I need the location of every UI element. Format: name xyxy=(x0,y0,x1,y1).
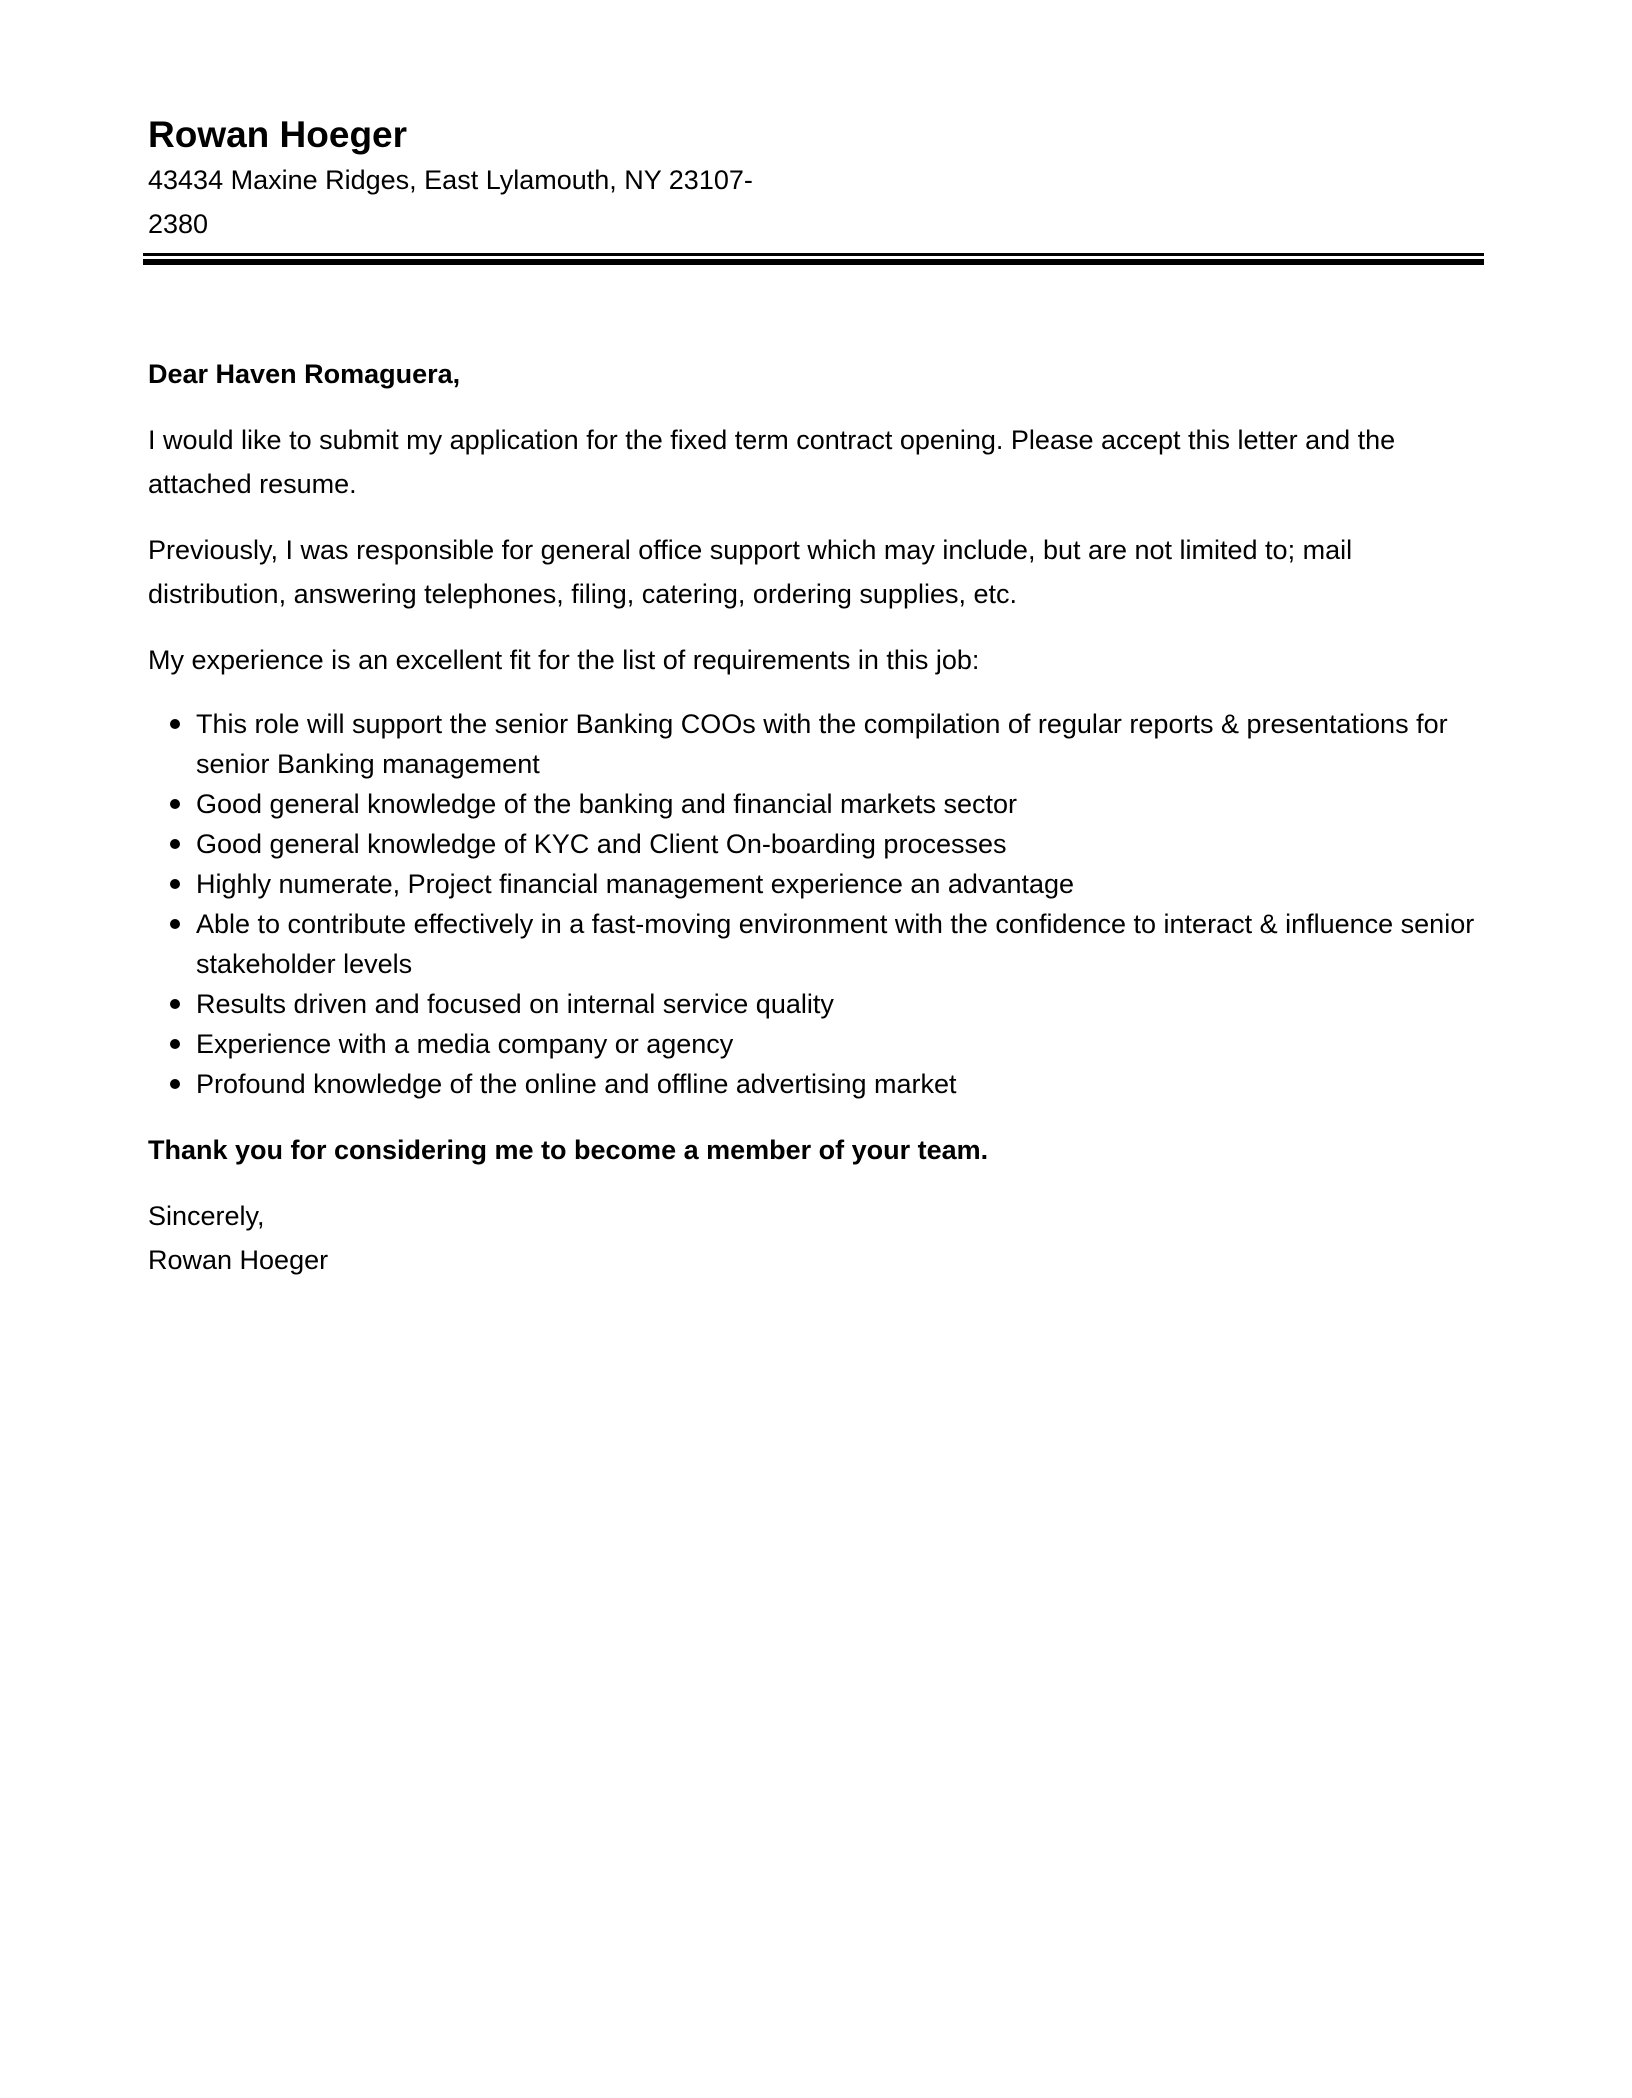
list-item-text: Good general knowledge of the banking and financial markets sector xyxy=(196,789,1018,819)
list-item-text: Highly numerate, Project financial management experience an advantage xyxy=(196,869,1075,899)
bullet-icon xyxy=(170,879,180,889)
list-item xyxy=(148,1064,1488,1104)
signature-name: Rowan Hoeger xyxy=(148,1245,329,1275)
list-item-text: Experience with a media company or agency xyxy=(196,1029,734,1059)
address-line-1: 43434 Maxine Ridges, East Lylamouth, NY 23107- xyxy=(148,165,753,195)
list-item xyxy=(148,984,1488,1024)
salutation: Dear Haven Romaguera, xyxy=(148,359,461,389)
letter-header xyxy=(148,112,1484,246)
list-item xyxy=(148,864,1488,904)
bullet-icon xyxy=(170,719,180,729)
list-item xyxy=(148,704,1488,784)
bullet-icon xyxy=(170,799,180,809)
list-item xyxy=(148,824,1488,864)
bullet-icon xyxy=(170,1039,180,1049)
requirements-list xyxy=(148,704,1488,1104)
list-item xyxy=(148,784,1488,824)
list-item xyxy=(148,1024,1488,1064)
applicant-name: Rowan Hoeger xyxy=(148,114,408,155)
applicant-address xyxy=(148,158,788,246)
fit-paragraph: My experience is an excellent fit for the list of requirements in this job: xyxy=(148,645,980,675)
list-item-text: Results driven and focused on internal service quality xyxy=(196,989,834,1019)
list-item-text: This role will support the senior Banking COOs with the compilation of regular reports & presentations for senior Banking management xyxy=(196,709,1448,779)
experience-paragraph: Previously, I was responsible for general office support which may include, but are not limited to; mail distribution, answering telephones, filing, catering, ordering supplies, etc. xyxy=(148,535,1353,609)
bullet-icon xyxy=(170,1079,180,1089)
address-line-2: 2380 xyxy=(148,209,209,239)
header-divider-thin xyxy=(143,253,1484,256)
list-item-text: Good general knowledge of KYC and Client On-boarding processes xyxy=(196,829,1007,859)
closing-statement: Thank you for considering me to become a member of your team. xyxy=(148,1135,989,1165)
list-item-text: Profound knowledge of the online and offline advertising market xyxy=(196,1069,957,1099)
bullet-icon xyxy=(170,999,180,1009)
bullet-icon xyxy=(170,839,180,849)
signoff: Sincerely, xyxy=(148,1201,265,1231)
bullet-icon xyxy=(170,919,180,929)
header-divider-thick xyxy=(143,259,1484,265)
list-item xyxy=(148,904,1488,984)
letter-body xyxy=(148,352,1488,1282)
list-item-text: Able to contribute effectively in a fast-moving environment with the confidence to interact & influence senior stakeholder levels xyxy=(196,909,1475,979)
intro-paragraph: I would like to submit my application for the fixed term contract opening. Please accept this letter and the attached resume. xyxy=(148,425,1396,499)
